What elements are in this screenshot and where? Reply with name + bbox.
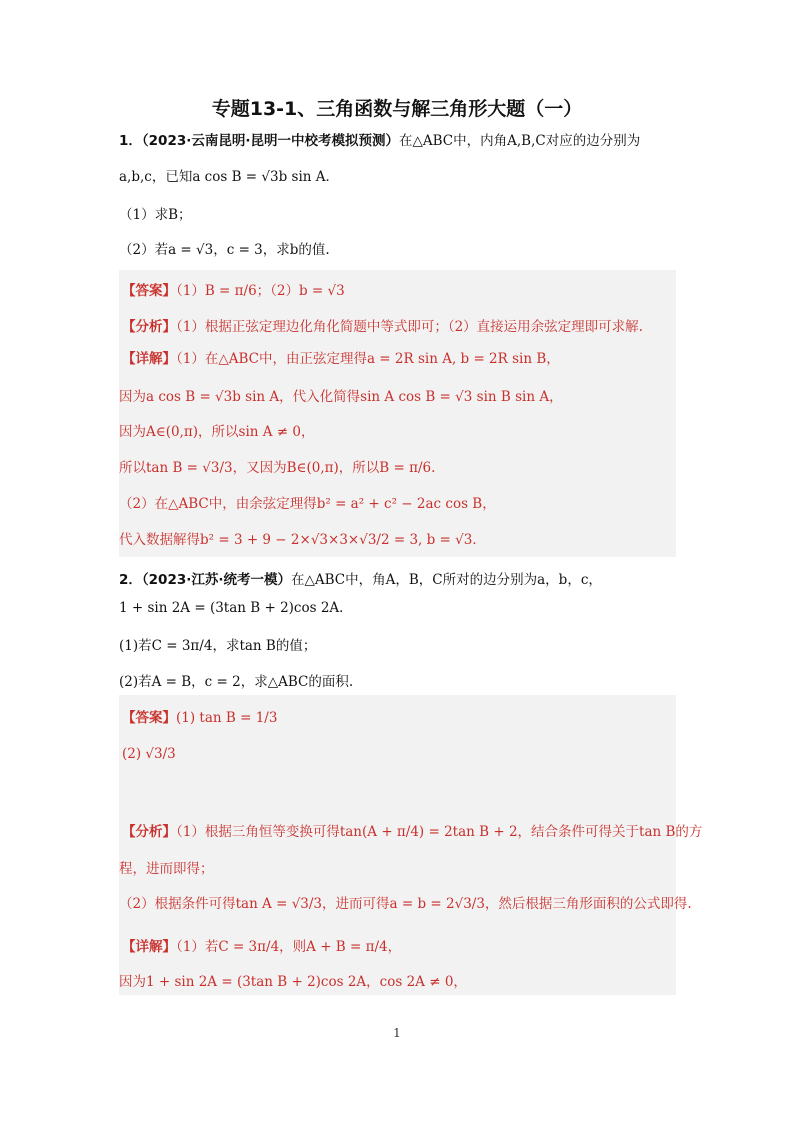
analysis-1-text: （1）根据正弦定理边化角化简题中等式即可；（2）直接运用余弦定理即可求解.: [176, 319, 643, 335]
analysis-1-line: [122, 315, 643, 335]
detail-1-line4: 所以tan B = √3/3，又因为B∈(0,π)，所以B = π/6.: [119, 460, 436, 476]
detail-2-line2: 因为1 + sin 2A = (3tan B + 2)cos 2A，cos 2A ≠ 0，: [119, 974, 467, 990]
detail-1-text1: （1）在△ABC中，由正弦定理得a = 2R sin A, b = 2R sin B，: [176, 351, 560, 367]
page-title: 专题13-1、三角函数与解三角形大题（一）: [211, 98, 583, 120]
analysis-1-tag: 【分析】: [122, 319, 176, 335]
detail-2-line1: [122, 935, 401, 955]
answer-1-text: （1）B = π/6；（2）b = √3: [176, 283, 345, 299]
analysis-2-tag: 【分析】: [122, 824, 176, 840]
answer-1-line: [122, 279, 345, 299]
question-2-stem-line2: 1 + sin 2A = (3tan B + 2)cos 2A．: [119, 600, 353, 616]
analysis-2-text1: （1）根据三角恒等变换可得tan(A + π/4) = 2tan B + 2，结合条件可得关于tan B的方: [176, 824, 703, 840]
question-2-number: 2．: [119, 572, 142, 588]
detail-1-line3: 因为A∈(0,π)，所以sin A ≠ 0，: [119, 424, 315, 440]
detail-1-line2: 因为a cos B = √3b sin A，代入化简得sin A cos B = √3 sin B sin A，: [119, 389, 563, 405]
answer-2-tag: 【答案】: [122, 710, 176, 726]
detail-2-tag: 【详解】: [122, 939, 176, 955]
answer-1-box: [119, 270, 676, 557]
question-2-source: （2023·江苏·统考一模）: [141, 572, 291, 588]
analysis-2-text3: （2）根据条件可得tan A = √3/3，进而可得a = b = 2√3/3，然后根据三角形面积的公式即得.: [119, 896, 692, 912]
question-1-stem: [119, 129, 640, 149]
page-number: 1: [393, 1026, 401, 1040]
answer-2-line: [122, 706, 277, 726]
answer-2-text2: (2) √3/3: [122, 746, 176, 762]
answer-2-text1: (1) tan B = 1/3: [176, 710, 278, 726]
question-2-stem-line1: 在△ABC中，角A，B，C所对的边分别为a，b，c，: [291, 572, 602, 588]
question-1-stem-line2: a,b,c，已知a cos B = √3b sin A．: [119, 169, 340, 185]
question-1-part2: （2）若a = √3，c = 3，求b的值.: [119, 242, 330, 258]
detail-1-line6: 代入数据解得b² = 3 + 9 − 2×√3×3×√3/2 = 3, b = √3．: [119, 532, 486, 548]
question-2-part2: (2)若A = B，c = 2，求△ABC的面积.: [119, 674, 354, 690]
question-1-part1: （1）求B；: [119, 207, 192, 223]
answer-1-tag: 【答案】: [122, 283, 176, 299]
analysis-2-text2: 程，进而即得；: [119, 861, 214, 877]
detail-1-line5: （2）在△ABC中，由余弦定理得b² = a² + c² − 2ac cos B，: [119, 496, 496, 512]
detail-1-line1: [122, 347, 560, 367]
question-1-source: （2023·云南昆明·昆明一中校考模拟预测）: [141, 133, 399, 149]
question-1-stem-line1: 在△ABC中，内角A,B,C对应的边分别为: [399, 133, 641, 149]
question-2-stem: [119, 568, 602, 588]
detail-2-text1: （1）若C = 3π/4，则A + B = π/4，: [176, 939, 402, 955]
question-2-part1: (1)若C = 3π/4，求tan B的值；: [119, 638, 317, 654]
question-1-number: 1．: [119, 133, 142, 149]
detail-1-tag: 【详解】: [122, 351, 176, 367]
analysis-2-line1: [122, 820, 702, 840]
